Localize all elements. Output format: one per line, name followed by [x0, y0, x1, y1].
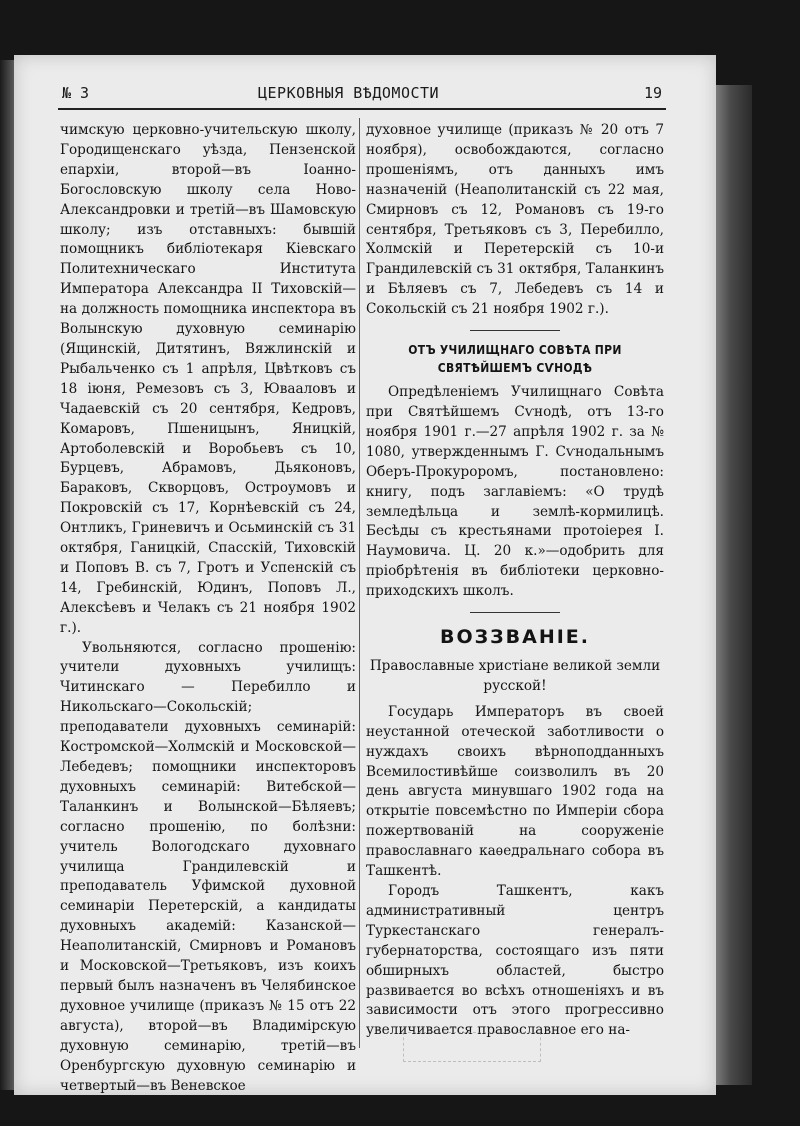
- right-continuation: духовное училище (приказъ № 20 отъ 7 ноября), освобождаются, согласно прошеніямъ, отъ данныхъ имъ назначеній (Неаполитанскій съ 22 мая, Смирновъ съ 12, Романовъ съ 19-го сентября, Третьяковъ съ 3, Перебилло, Холмскій и Перетерскій съ 10-и Грандилевскій съ 31 октября, Таланкинъ и Бѣляевъ съ 7, Лебедевъ съ 14 и Сокольскій съ 21 ноября 1902 г.).: [366, 122, 664, 318]
- left-paragraph-1: чимскую церковно-учительскую школу, Городищенскаго уѣзда, Пензенской епархіи, второй—въ Іоанно-Богословскую школу села Ново-Александровки и третій—въ Шамовскую школу; изъ отставныхъ: бывшій помощникъ библіотекаря Кіевскаго Политехническаго Института Императора Александра II Тиховскій—на должность помощника инспектора въ Волынскую духовную семинарію (Ящинскій, Дитятинъ, Вяжлинскій и Рыбальченко съ 1 апрѣля, Цвѣтковъ съ 18 іюня, Ремезовъ съ 3, Ювааловъ и Чадаевскій съ 20 сентября, Кедровъ, Комаровъ, Пшеницынъ, Яницкій, Артоболевскій и Воробьевъ съ 10, Бурцевъ, Абрамовъ, Дьяконовъ, Бараковъ, Скворцовъ, Остроумовъ и Покровскій съ 17, Корнѣевскій съ 24, Онтликъ, Гриневичъ и Осьминскій съ 31 октября, Ганицкій, Спасскій, Тиховскій и Поповъ В. съ 7, Гротъ и Успенскій съ 14, Гребинскій, Юдинъ, Поповъ Л., Алексѣевъ и Челакъ съ 21 ноября 1902 г.).: [60, 122, 356, 636]
- appeal-subtitle: Православные христiане великой земли русской!: [369, 658, 661, 694]
- appeal-divider: [470, 612, 560, 613]
- appeal-paragraph-1: Государь Императоръ въ своей неустанной отеческой заботливости о нуждахъ своихъ вѣрноподданныхъ Всемилостивѣйше соизволилъ въ 20 день августа минувшаго 1902 года на открытіе повсемѣстно по Имперіи сбора пожертвованій на сооруженіе православнаго каѳедральнаго собора въ Ташкентѣ.: [366, 703, 664, 880]
- running-header: [62, 84, 662, 106]
- page-number: 19: [643, 84, 662, 102]
- left-page-edge: [0, 60, 14, 1090]
- section-heading: ОТЪ УЧИЛИЩНАГО СОВѢТА ПРИ СВЯТѢЙШЕМЪ СѴНОДѢ: [408, 343, 622, 376]
- left-paragraph-2: Увольняются, согласно прошенію: учители духовныхъ училищъ: Читинскаго — Перебилло и Никольскаго—Сокольскій; преподаватели духовныхъ семинарій: Костромской—Холмскій и Московской—Лебедевъ; помощники инспекторовъ духовныхъ семинарій: Витебской—Таланкинъ и Волынской—Бѣляевъ; согласно прошенію, по болѣзни: учитель Вологодскаго духовнаго училища Грандилевскій и преподаватель Уфимской духовной семинаріи Перетерскій, а кандидаты духовныхъ академій: Казанской—Неаполитанскій, Смирновъ и Романовъ и Московской—Третьяковъ, изъ коихъ первый былъ назначенъ въ Челябинское духовное училище (приказъ № 15 отъ 22 августа), второй—въ Владимірскую духовную семинарію, третій—въ Оренбургскую духовную семинарію и четвертый—въ Веневское: [60, 639, 356, 1094]
- left-column: [60, 121, 356, 1096]
- journal-title: ЦЕРКОВНЫЯ ВѢДОМОСТИ: [258, 84, 440, 102]
- issue-number: № 3: [62, 84, 90, 102]
- section-text: Опредѣленіемъ Училищнаго Совѣта при Святѣйшемъ Сѵнодѣ, отъ 13-го ноября 1901 г.—27 апрѣля 1902 г. за № 1080, утвержденнымъ Г. Сѵнодальнымъ Оберъ-Прокуроромъ, постановлено: книгу, подъ заглавіемъ: «О трудѣ земледѣльца и землѣ-кормилицѣ. Бесѣды съ крестьянами протоіерея І. Наумовича. Ц. 20 к.»—одобрить для пріобрѣтенія въ библіотеки церковно-приходскихъ школъ.: [366, 384, 664, 600]
- appeal-paragraph-2: Городъ Ташкентъ, какъ административный центръ Туркестанскаго генералъ-губернаторства, состоящаго изъ пяти обширныхъ областей, быстро развивается во всѣхъ отношеніяхъ и въ зависимости отъ этого прогрессивно увеличивается православное его на-: [366, 883, 664, 1039]
- column-divider: [359, 118, 360, 1048]
- book-edge: [716, 85, 752, 1085]
- library-stamp: [403, 1032, 541, 1062]
- section-divider: [470, 330, 560, 331]
- appeal-heading: ВОЗЗВАНІЕ.: [440, 626, 590, 649]
- right-column: [366, 121, 664, 1041]
- header-rule: [58, 108, 666, 110]
